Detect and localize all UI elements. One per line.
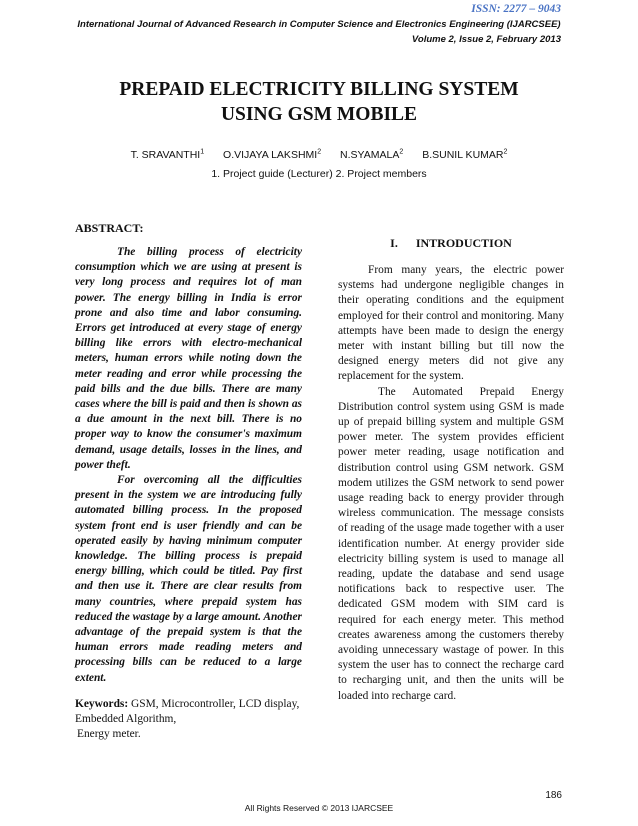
author-affiliation-mark: 2 bbox=[399, 148, 404, 155]
author bbox=[340, 149, 403, 161]
affiliation-note: 1. Project guide (Lecturer) 2. Project members bbox=[211, 168, 427, 180]
author-name: B.SUNIL KUMAR bbox=[422, 148, 504, 161]
keywords-text-2: Energy meter. bbox=[77, 728, 141, 741]
paper-title bbox=[40, 77, 598, 127]
section-number: I. bbox=[390, 236, 398, 250]
keywords-text: GSM, Microcontroller, LCD display, Embedded Algorithm, bbox=[75, 698, 300, 726]
introduction-body bbox=[338, 263, 564, 704]
abstract-body bbox=[75, 245, 302, 686]
author-name: O.VIJAYA LAKSHMI bbox=[223, 148, 318, 161]
author bbox=[422, 149, 507, 161]
author-affiliation-mark: 2 bbox=[317, 148, 322, 155]
section-title: INTRODUCTION bbox=[415, 236, 512, 250]
introduction-paragraph-2: The Automated Prepaid Energy Distribution control system using GSM is made up of prepaid billing system and multiple GSM power meter. The system provides efficient power meter reading, usage notification and distribution control using GSM network. GSM modem utilizes the GSM network to send power usage reading back to energy provider through wireless communication. The message consists of reading of the usage made together with a user identification number. At energy provider side electricity billing system is used to manage all reading, update the database and send usage notifications back to respective user. The dedicated GSM modem with SIM card is required for each energy meter. This method creates awareness among the customers thereby avoiding unnecessary wastage of power. In this system the user has to connect the recharge card to recharging unit, and then the units will be loaded into recharge card. bbox=[338, 385, 564, 702]
abstract-paragraph-1: The billing process of electricity consumption which we are using at present is very long process and requires lot of man power. The energy billing in India is error prone and also time and labor consuming. Errors get introduced at every stage of energy billing like errors with electro-mechanical meters, human errors while noting down the meter reading and error while processing the paid bills and the due bills. There are many cases where the bill is paid and then is shown as a due amount in the next bill. There is no proper way to know the consumer's maximum demand, usage details, losses in the lines, and power theft. bbox=[75, 246, 302, 471]
issn-label: ISSN: 2277 – 9043 bbox=[471, 3, 561, 15]
introduction-paragraph-1: From many years, the electric power systems had undergone negligible changes in their operating conditions and the equipment employed for their control and monitoring. Many attempts have been made to design the energy meter with instant billing but till now the designed energy meters did not give any replacement for the system. bbox=[338, 264, 564, 383]
author bbox=[131, 149, 205, 161]
author-name: N.SYAMALA bbox=[340, 148, 400, 161]
page-number: 186 bbox=[545, 790, 562, 801]
keywords bbox=[75, 697, 302, 743]
author-affiliation-mark: 2 bbox=[503, 148, 508, 155]
journal-name: International Journal of Advanced Research in Computer Science and Electronics Engineering (IJARCSEE) bbox=[77, 19, 561, 30]
abstract-heading: ABSTRACT: bbox=[75, 221, 144, 235]
title-line-1: PREPAID ELECTRICITY BILLING SYSTEM bbox=[119, 79, 519, 100]
author-affiliation-mark: 1 bbox=[200, 148, 205, 155]
introduction-heading bbox=[338, 236, 564, 251]
keywords-label: Keywords: bbox=[75, 698, 129, 710]
author bbox=[223, 149, 321, 161]
author-name: T. SRAVANTHI bbox=[130, 148, 201, 161]
copyright-footer: All Rights Reserved © 2013 IJARCSEE bbox=[244, 803, 394, 813]
volume-issue: Volume 2, Issue 2, February 2013 bbox=[411, 34, 561, 45]
title-line-2: USING GSM MOBILE bbox=[220, 104, 418, 125]
abstract-paragraph-2: For overcoming all the difficulties present in the system we are introducing fully automated billing process. In the proposed system front end is user friendly and can be operated easily by having minimum computer knowledge. The billing process is prepaid energy billing, which could be titled. Pay first and then use it. There are clear results from many countries, where prepaid system has reduced the wastage by a large amount. Another advantage of the prepaid system is that the human errors made reading meters and processing bills can be reduced to a large extent. bbox=[75, 474, 302, 684]
author-list bbox=[0, 148, 638, 161]
